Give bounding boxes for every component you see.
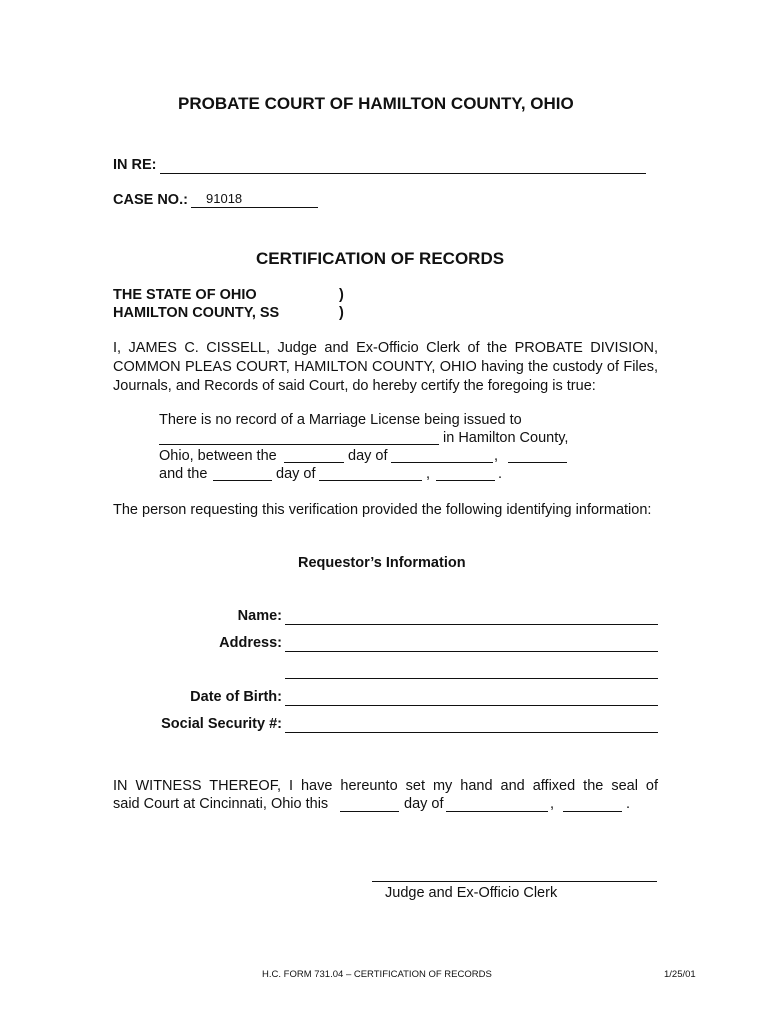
to-year-field[interactable] (436, 480, 495, 481)
from-day-field[interactable] (284, 462, 344, 463)
to-comma: , (426, 466, 431, 482)
footer-form-id: H.C. FORM 731.04 – CERTIFICATION OF RECORDS (262, 969, 492, 980)
witness-period: . (626, 796, 631, 812)
address-field-line-1[interactable] (285, 651, 658, 652)
footer-date: 1/25/01 (664, 969, 696, 980)
venue-paren-2: ) (339, 305, 344, 321)
name-field[interactable] (285, 624, 658, 625)
address-field-line-2[interactable] (285, 678, 658, 679)
finding-line-2-suffix: in Hamilton County, (443, 430, 569, 446)
witness-day-field[interactable] (340, 811, 399, 812)
venue-state: THE STATE OF OHIO (113, 287, 257, 303)
witness-line-1: IN WITNESS THEREOF, I have hereunto set my hand and affixed the seal of (113, 778, 658, 794)
witness-comma: , (550, 796, 555, 812)
venue-county: HAMILTON COUNTY, SS (113, 305, 280, 321)
to-month-field[interactable] (319, 480, 422, 481)
to-day-of-label: day of (276, 466, 316, 482)
venue-paren-1: ) (339, 287, 344, 303)
witness-month-field[interactable] (446, 811, 548, 812)
from-year-field[interactable] (508, 462, 567, 463)
case-no-value: 91018 (206, 191, 243, 206)
case-no-field[interactable] (191, 191, 318, 208)
dob-label: Date of Birth: (190, 689, 282, 705)
name-label: Name: (237, 608, 282, 624)
dob-field[interactable] (285, 705, 658, 706)
requestor-intro: The person requesting this verification provided the following identifying information: (113, 502, 652, 518)
signature-caption: Judge and Ex-Officio Clerk (385, 885, 558, 901)
case-no-label: CASE NO.: (113, 192, 188, 208)
ssn-label: Social Security #: (161, 716, 282, 732)
finding-line-4-prefix: and the (159, 466, 208, 482)
signature-line[interactable] (372, 881, 657, 882)
from-comma: , (494, 448, 499, 464)
in-re-field[interactable] (160, 173, 646, 174)
finding-line-3-prefix: Ohio, between the (159, 448, 277, 464)
witness-year-field[interactable] (563, 811, 622, 812)
witness-line-2-prefix: said Court at Cincinnati, Ohio this (113, 796, 329, 812)
witness-day-of-label: day of (404, 796, 444, 812)
ssn-field[interactable] (285, 732, 658, 733)
from-month-field[interactable] (391, 462, 493, 463)
certification-paragraph: I, JAMES C. CISSELL, Judge and Ex-Officio Clerk of the PROBATE DIVISION, COMMON PLEAS COURT, HAMILTON COUNTY, OHIO having the custody of Files, Journals, and Records of said Court, do hereby certify the foregoing is true: (113, 340, 658, 394)
applicant-name-field[interactable] (159, 444, 439, 445)
in-re-label: IN RE: (113, 157, 157, 173)
finding-line-1: There is no record of a Marriage License being issued to (159, 412, 522, 428)
address-label: Address: (219, 635, 282, 651)
from-day-of-label: day of (348, 448, 388, 464)
section-title: CERTIFICATION OF RECORDS (256, 249, 505, 268)
to-period: . (498, 466, 503, 482)
court-title: PROBATE COURT OF HAMILTON COUNTY, OHIO (178, 94, 574, 113)
to-day-field[interactable] (213, 480, 272, 481)
requestor-heading: Requestor’s Information (298, 555, 466, 571)
